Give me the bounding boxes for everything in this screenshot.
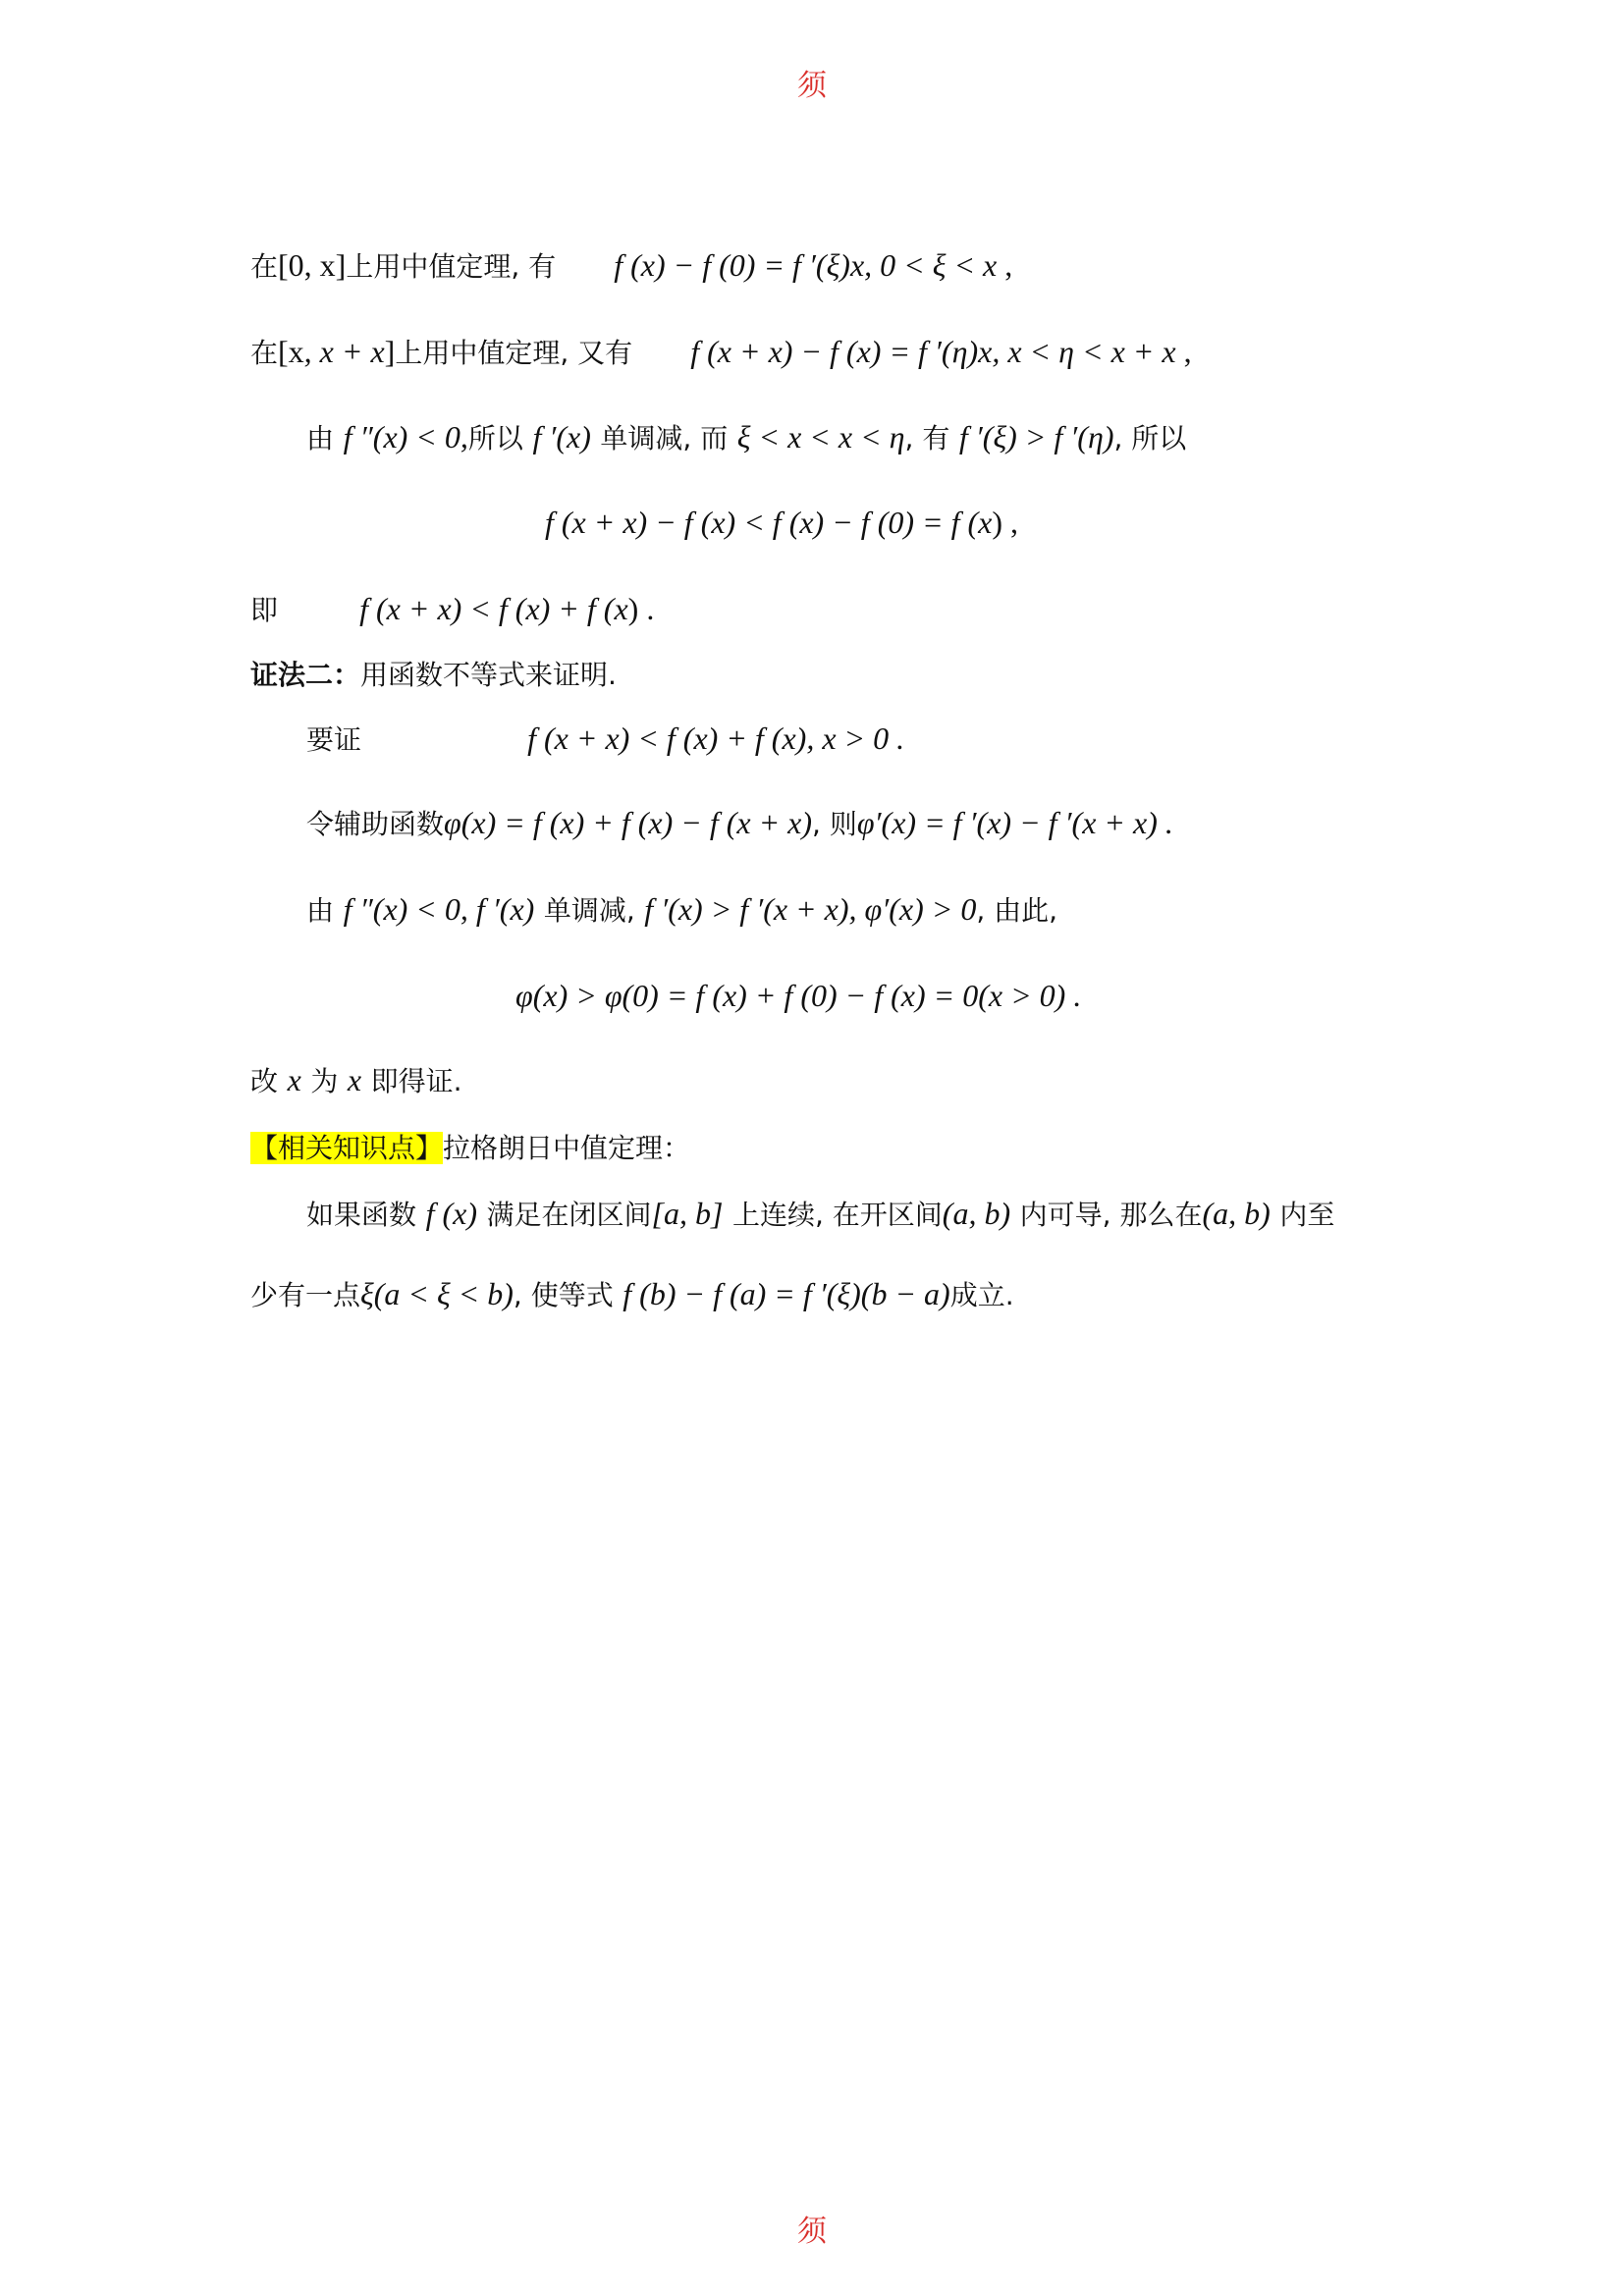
text: 内可导, 那么在 <box>1019 1199 1203 1231</box>
math: + x) . <box>1096 805 1173 840</box>
text: 如果函数 <box>306 1199 417 1231</box>
text: 要证 <box>306 723 362 756</box>
text: 为 <box>310 1065 339 1097</box>
math: < η <box>852 419 905 454</box>
math: , x <box>992 334 1022 369</box>
math: ] <box>335 247 347 283</box>
text: , 使等式 <box>513 1279 614 1311</box>
math: f (x) <box>425 1196 477 1231</box>
math: ) . <box>627 591 655 626</box>
proof-line-8 <box>306 803 1173 844</box>
math: + x <box>333 334 385 369</box>
text: 即 <box>250 594 279 626</box>
page-header-char: 须 <box>797 69 827 103</box>
proof-line-11 <box>250 1060 462 1101</box>
text: 在 <box>250 337 279 369</box>
math: ] <box>384 334 396 369</box>
highlight-label: 【相关知识点】 <box>250 1132 444 1164</box>
section-label: 证法二： <box>250 659 361 691</box>
text: 拉格朗日中值定理： <box>443 1132 691 1164</box>
math: , x <box>303 334 334 369</box>
math: x <box>347 1062 362 1097</box>
text: 在 <box>250 250 279 283</box>
math: f (x <box>690 334 731 369</box>
text: 成立. <box>949 1279 1014 1311</box>
page-footer-char: 须 <box>797 2215 827 2249</box>
math: f ″(x) < 0, <box>343 419 468 454</box>
text: 内至 <box>1279 1199 1335 1231</box>
math: ) = f ′(η)x <box>870 334 993 369</box>
math: f (x <box>527 721 568 756</box>
theorem-line-2 <box>250 1274 1014 1315</box>
math: ) < f (x <box>451 591 540 626</box>
proof-line-9 <box>306 889 1057 931</box>
proof-line-7 <box>306 719 904 760</box>
text: 少有一点 <box>250 1279 361 1311</box>
text: 改 <box>250 1065 279 1097</box>
math: ) − f (x <box>782 334 871 369</box>
math: + x <box>1124 334 1176 369</box>
math: ) + f (x <box>539 591 628 626</box>
math: f ′(x) > f ′(x <box>644 891 788 927</box>
text: 由 <box>306 894 335 927</box>
math: ) , <box>992 505 1018 540</box>
math: [x <box>278 334 304 369</box>
proof-line-1 <box>250 245 1012 287</box>
text: 所以 <box>467 422 523 454</box>
math: < η < x <box>1021 334 1125 369</box>
math: (a, b) <box>1202 1196 1271 1231</box>
math: ) + f (x), x > 0 . <box>707 721 905 756</box>
math: f ′(ξ) > f ′(η) <box>958 419 1114 454</box>
text: 上连续, 在开区间 <box>731 1199 943 1231</box>
math: f ′(x) <box>532 419 591 454</box>
math: [0, x <box>278 247 336 283</box>
math: , 0 < ξ < x <box>864 247 998 283</box>
math: x <box>287 1062 301 1097</box>
theorem-line-1 <box>306 1194 1334 1235</box>
math: ) − f (0) = f (x <box>813 505 993 540</box>
text: 由 <box>306 422 335 454</box>
math: ) + f (0) − f (x <box>736 978 915 1013</box>
text: 满足在闭区间 <box>486 1199 652 1231</box>
math: ) − f (0) = f ′(ξ)x <box>654 247 865 283</box>
proof-line-3 <box>306 417 1186 458</box>
math: + x), φ′(x) > 0 <box>787 891 977 927</box>
related-knowledge-heading <box>250 1129 690 1168</box>
text: 单调减, <box>543 894 635 927</box>
math: ) = 0(x > 0) . <box>914 978 1082 1013</box>
text: , 由此, <box>976 894 1058 927</box>
math: < x <box>801 419 853 454</box>
proof-line-2 <box>250 332 1192 373</box>
math: (a, b) <box>942 1196 1011 1231</box>
text: 用函数不等式来证明. <box>360 659 617 691</box>
math: f ″(x) < 0, f ′(x) <box>343 891 535 927</box>
text: , 所以 <box>1113 422 1187 454</box>
math: + x) <box>750 805 813 840</box>
text: , 有 <box>904 422 950 454</box>
math: , <box>997 247 1013 283</box>
proof-line-10 <box>515 976 1081 1017</box>
math: + x) < f (x <box>568 721 708 756</box>
math: φ(x) = f (x <box>444 805 574 840</box>
text: 上用中值定理, 有 <box>346 250 557 283</box>
proof-line-4 <box>545 503 1018 544</box>
math: ) < f (x <box>725 505 814 540</box>
math: , <box>1175 334 1192 369</box>
math: f (x <box>545 505 586 540</box>
math: f (x <box>359 591 401 626</box>
proof-line-5 <box>250 589 654 630</box>
math: + x <box>731 334 783 369</box>
text: 单调减, 而 <box>600 422 729 454</box>
text: , 则 <box>812 808 857 840</box>
math: [a, b] <box>651 1196 724 1231</box>
math: φ(x) > φ(0) = f (x <box>515 978 737 1013</box>
math: + x <box>400 591 452 626</box>
math: φ′(x) = f ′(x) − f ′(x <box>856 805 1097 840</box>
text: 令辅助函数 <box>306 808 445 840</box>
proof-method-two-heading <box>250 656 617 695</box>
math: ξ < x <box>736 419 802 454</box>
text: 即得证. <box>370 1065 462 1097</box>
math: ) − f (x <box>636 505 726 540</box>
text: 上用中值定理, 又有 <box>395 337 633 369</box>
math: + x <box>585 505 637 540</box>
math: f (x <box>614 247 655 283</box>
math: ) + f (x) − f (x <box>573 805 751 840</box>
math: ξ(a < ξ < b) <box>360 1276 514 1311</box>
math: f (b) − f (a) = f ′(ξ)(b − a) <box>623 1276 950 1311</box>
